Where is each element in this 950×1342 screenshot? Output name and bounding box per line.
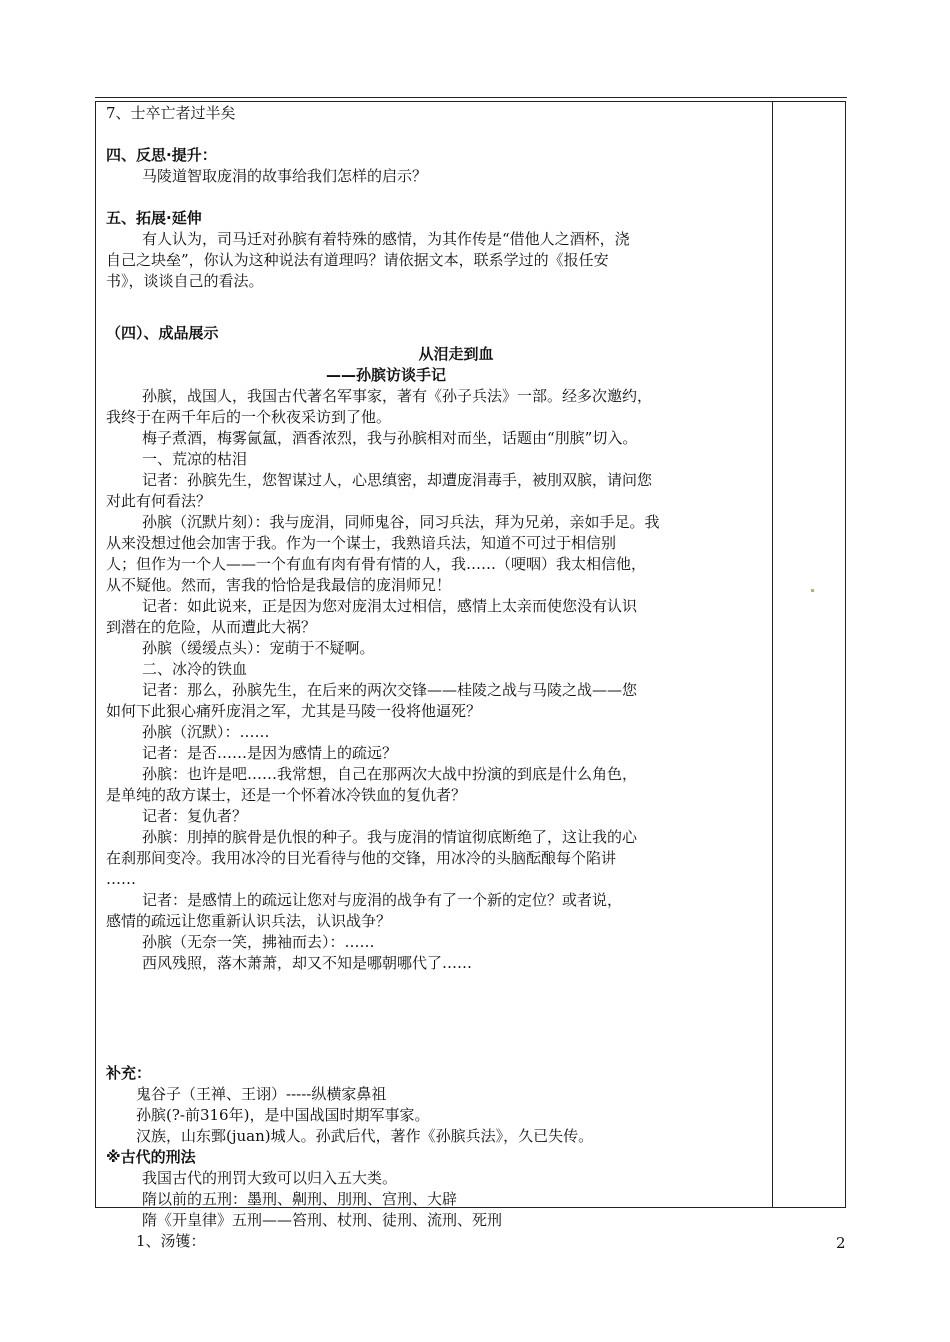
text-line: 人；但作为一个人——一个有血有肉有骨有情的人，我……（哽咽）我太相信他， bbox=[106, 555, 647, 573]
text-line: 感情的疏远让您重新认识兵法，认识战争？ bbox=[106, 912, 392, 930]
text-line: 马陵道智取庞涓的故事给我们怎样的启示？ bbox=[142, 167, 428, 185]
text-line: 汉族，山东鄄(juan)城人。孙武后代，著作《孙膑兵法》，久已失传。 bbox=[136, 1127, 594, 1145]
section-heading: （四）、成品展示 bbox=[106, 324, 219, 342]
section-heading: 补充： bbox=[106, 1064, 152, 1082]
text-line: 记者：孙膑先生，您智谋过人，心思缜密，却遭庞涓毒手，被刖双膑，请问您 bbox=[142, 471, 653, 489]
text-line: 孙膑（无奈一笑，拂袖而去）：…… bbox=[142, 933, 375, 951]
text-line: 孙膑（沉默片刻）：我与庞涓，同师鬼谷，同习兵法，拜为兄弟，亲如手足。我 bbox=[142, 513, 660, 531]
text-line: 孙膑（沉默）：…… bbox=[142, 723, 270, 741]
text-line: 我国古代的刑罚大致可以归入五大类。 bbox=[142, 1169, 398, 1187]
text-line: 如何下此狠心痛歼庞涓之军，尤其是马陵一役将他逼死？ bbox=[106, 702, 482, 720]
text-line: 1、汤镬： bbox=[136, 1232, 206, 1250]
text-line: 有人认为，司马迁对孙膑有着特殊的感情，为其作传是“借他人之酒杯，浇 bbox=[142, 230, 630, 248]
text-line: 书》，谈谈自己的看法。 bbox=[106, 272, 264, 290]
text-line: 孙膑：刖掉的膑骨是仇恨的种子。我与庞涓的情谊彻底断绝了，这让我的心 bbox=[142, 828, 638, 846]
text-line: 隋《开皇律》五刑——笞刑、杖刑、徒刑、流刑、死刑 bbox=[142, 1211, 503, 1229]
text-line: …… bbox=[106, 870, 136, 888]
article-subtitle: ——孙膑访谈手记 bbox=[326, 366, 447, 384]
text-line: 到潜在的危险，从而遭此大祸？ bbox=[106, 618, 317, 636]
text-line: 孙膑(?-前316年)，是中国战国时期军事家。 bbox=[136, 1106, 430, 1124]
page-number: 2 bbox=[836, 1234, 846, 1252]
text-line: 记者：复仇者？ bbox=[142, 807, 248, 825]
header-rule bbox=[95, 97, 847, 98]
stray-mark bbox=[811, 589, 814, 592]
text-line: 孙膑（缓缓点头）：宠萌于不疑啊。 bbox=[142, 639, 375, 657]
text-line: 自己之块垒”，你认为这种说法有道理吗？请依据文本，联系学过的《报任安 bbox=[106, 251, 609, 269]
text-line: 记者：那么，孙膑先生，在后来的两次交锋——桂陵之战与马陵之战——您 bbox=[142, 681, 638, 699]
document-body bbox=[106, 103, 766, 1252]
text-line: 西风残照，落木萧萧，却又不知是哪朝哪代了…… bbox=[142, 954, 473, 972]
text-line: 鬼谷子（王禅、王诩）-----纵横家鼻祖 bbox=[136, 1085, 387, 1103]
text-line: 从不疑他。然而，害我的恰恰是我最信的庞涓师兄！ bbox=[106, 576, 452, 594]
section-heading: ※古代的刑法 bbox=[106, 1148, 196, 1166]
text-line: 记者：是感情上的疏远让您对与庞涓的战争有了一个新的定位？或者说， bbox=[142, 891, 623, 909]
text-line: 二、冰冷的铁血 bbox=[142, 660, 248, 678]
section-heading: 五、拓展·延伸 bbox=[106, 209, 202, 227]
text-line: 隋以前的五刑：墨刑、劓刑、刖刑、宫刑、大辟 bbox=[142, 1190, 458, 1208]
text-line: 7、士卒亡者过半矣 bbox=[106, 104, 236, 122]
text-line: 记者：是否……是因为感情上的疏远？ bbox=[142, 744, 398, 762]
text-line: 一、荒凉的枯泪 bbox=[142, 450, 248, 468]
article-title: 从泪走到血 bbox=[418, 345, 494, 363]
text-line: 记者：如此说来，正是因为您对庞涓太过相信，感情上太亲而使您没有认识 bbox=[142, 597, 638, 615]
text-line: 梅子煮酒，梅雾氤氲，酒香浓烈，我与孙膑相对而坐，话题由“刖膑”切入。 bbox=[142, 429, 638, 447]
text-line: 从来没想过他会加害于我。作为一个谋士，我熟谙兵法，知道不可过于相信别 bbox=[106, 534, 617, 552]
text-line: 是单纯的敌方谋士，还是一个怀着冰冷铁血的复仇者？ bbox=[106, 786, 467, 804]
section-heading: 四、反思·提升： bbox=[106, 146, 217, 164]
text-line: 我终于在两千年后的一个秋夜采访到了他。 bbox=[106, 408, 392, 426]
text-line: 孙膑：也许是吧……我常想，自己在那两次大战中扮演的到底是什么角色， bbox=[142, 765, 638, 783]
text-line: 在刹那间变冷。我用冰冷的目光看待与他的交锋，用冰冷的头脑酝酿每个陷讲 bbox=[106, 849, 617, 867]
column-divider bbox=[772, 101, 773, 1208]
text-line: 孙膑，战国人，我国古代著名军事家，著有《孙子兵法》一部。经多次邀约， bbox=[142, 387, 653, 405]
text-line: 对此有何看法？ bbox=[106, 492, 212, 510]
